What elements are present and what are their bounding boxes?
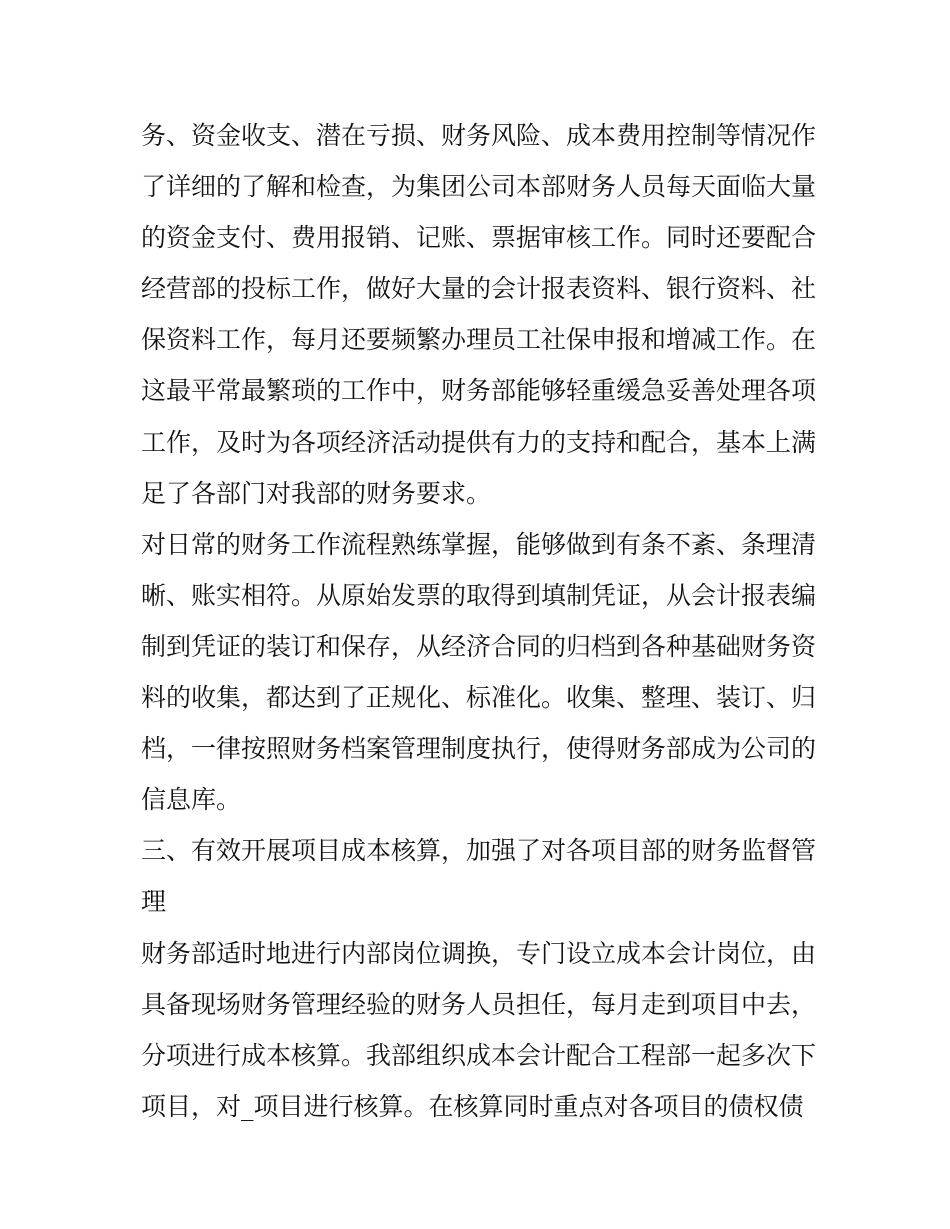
text-line: 了详细的了解和检查，为集团公司本部财务人员每天面临大量 [141, 172, 817, 202]
text-line: 分项进行成本核算。我部组织成本会计配合工程部一起多次下 [141, 1040, 817, 1070]
text-line: 务、资金收支、潜在亏损、财务风险、成本费用控制等情况作 [141, 121, 817, 150]
section-heading-line: 三、有效开展项目成本核算，加强了对各项目部的财务监督管 [141, 836, 817, 866]
text-line: 制到凭证的装订和保存，从经济合同的归档到各种基础财务资 [141, 631, 817, 661]
text-line: 工作，及时为各项经济活动提供有力的支持和配合，基本上满 [141, 427, 817, 457]
text-line: 晰、账实相符。从原始发票的取得到填制凭证，从会计报表编 [141, 580, 817, 610]
text-line: 的资金支付、费用报销、记账、票据审核工作。同时还要配合 [141, 223, 817, 253]
text-line: 具备现场财务管理经验的财务人员担任，每月走到项目中去， [141, 989, 817, 1019]
text-line: 经营部的投标工作，做好大量的会计报表资料、银行资料、社 [141, 274, 817, 304]
text-line: 档，一律按照财务档案管理制度执行，使得财务部成为公司的 [141, 734, 817, 764]
text-line: 料的收集，都达到了正规化、标准化。收集、整理、装订、归 [141, 683, 817, 713]
text-line: 财务部适时地进行内部岗位调换，专门设立成本会计岗位，由 [141, 938, 817, 968]
text-line: 保资料工作，每月还要频繁办理员工社保申报和增减工作。在 [141, 325, 817, 355]
document-body [141, 110, 821, 1132]
text-line: 信息库。 [141, 785, 242, 815]
section-heading-line: 理 [141, 887, 167, 917]
text-line: 对日常的财务工作流程熟练掌握，能够做到有条不紊、条理清 [141, 529, 817, 559]
text-line: 项目，对_项目进行核算。在核算同时重点对各项目的债权债 [141, 1091, 804, 1121]
text-line: 这最平常最繁琐的工作中，财务部能够轻重缓急妥善处理各项 [141, 376, 817, 406]
text-line: 足了各部门对我部的财务要求。 [141, 478, 492, 508]
